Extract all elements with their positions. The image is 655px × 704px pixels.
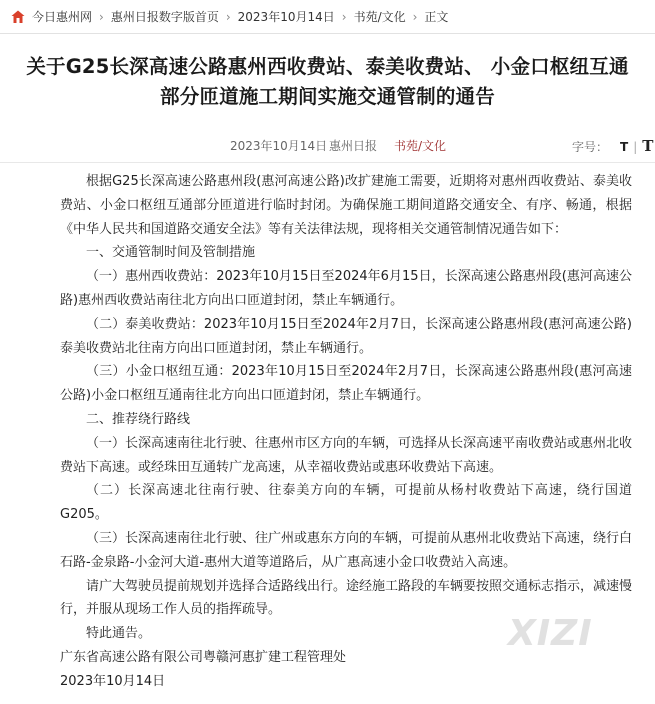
- article-meta: [0, 136, 655, 156]
- body-paragraph: 请广大驾驶员提前规划并选择合适路线出行。途经施工路段的车辆要按照交通标志指示，减速慢行，并服从现场工作人员的指挥疏导。: [60, 578, 633, 618]
- section-heading: 二、推荐绕行路线: [86, 411, 191, 427]
- font-size-divider: |: [633, 140, 638, 154]
- meta-divider: [0, 162, 655, 163]
- breadcrumb: [0, 0, 655, 34]
- article-date: 2023年10月14日: [230, 139, 328, 153]
- breadcrumb-separator: ›: [99, 9, 104, 24]
- breadcrumb-current: 正文: [424, 10, 449, 24]
- breadcrumb-home[interactable]: 今日惠州网: [32, 10, 93, 24]
- section-heading: 一、交通管制时间及管制措施: [86, 245, 256, 261]
- breadcrumb-separator: ›: [412, 9, 418, 24]
- body-paragraph: （一）惠州西收费站：2023年10月15日至2024年6月15日，长深高速公路惠州段(惠河高速公路)惠州西收费站南往北方向出口匝道封闭，禁止车辆通行。: [60, 269, 632, 308]
- breadcrumb-digital-edition[interactable]: 惠州日报数字版首页: [110, 10, 219, 24]
- issue-date: 2023年10月14日: [60, 673, 166, 689]
- font-size-small-button[interactable]: T: [620, 140, 629, 154]
- body-paragraph: （二）泰美收费站：2023年10月15日至2024年2月7日，长深高速公路惠州段(惠河高速公路)泰美收费站北往南方向出口匝道封闭，禁止车辆通行。: [60, 316, 632, 356]
- closing-line: 特此通告。: [86, 626, 152, 642]
- font-size-control: [572, 136, 653, 157]
- body-paragraph: （二）长深高速北往南行驶、往泰美方向的车辆，可提前从杨村收费站下高速，绕行国道G205。: [60, 483, 632, 523]
- breadcrumb-separator: ›: [341, 9, 347, 24]
- font-size-large-button[interactable]: T: [642, 137, 654, 155]
- article-source: 惠州日报: [329, 139, 378, 153]
- article-title-line2: 部分匝道施工期间实施交通管制的通告: [160, 85, 495, 108]
- article-title-line1: 关于G25长深高速公路惠州西收费站、泰美收费站、 小金口枢纽互通: [26, 55, 629, 78]
- font-size-label: 字号：: [572, 140, 609, 154]
- body-paragraph: （三）长深高速南往北行驶、往广州或惠东方向的车辆，可提前从惠州北收费站下高速，绕行白石路-金泉路-小金河大道-惠州大道等道路后，从广惠高速小金口收费站入高速。: [60, 530, 633, 570]
- body-paragraph: 根据G25长深高速公路惠州段(惠河高速公路)改扩建施工需要，近期将对惠州西收费站、泰美收费站、小金口枢纽互通部分匝道进行临时封闭。为确保施工期间道路交通安全、有序、畅通，根据《中华人民共和国道路交通安全法》等有关法律法规，现将相关交通管制情况通告如下：: [60, 174, 632, 237]
- article-column-link[interactable]: 书苑/文化: [394, 139, 447, 153]
- breadcrumb-separator: ›: [225, 9, 231, 24]
- body-paragraph: （三）小金口枢纽互通：2023年10月15日至2024年2月7日，长深高速公路惠州段(惠河高速公路)小金口枢纽互通南往北方向出口匝道封闭，禁止车辆通行。: [60, 364, 632, 404]
- home-icon[interactable]: [10, 9, 26, 25]
- breadcrumb-column[interactable]: 书苑/文化: [353, 10, 406, 24]
- watermark-logo: XIZI: [508, 613, 593, 654]
- breadcrumb-date[interactable]: 2023年10月14日: [237, 10, 335, 24]
- issuer-name: 广东省高速公路有限公司粤赣河惠扩建工程管理处: [60, 649, 347, 665]
- body-paragraph: （一）长深高速南往北行驶、往惠州市区方向的车辆，可选择从长深高速平南收费站或惠州北收费站下高速。或经珠田互通转广龙高速，从幸福收费站或惠环收费站下高速。: [60, 435, 633, 475]
- article-title: [0, 52, 655, 112]
